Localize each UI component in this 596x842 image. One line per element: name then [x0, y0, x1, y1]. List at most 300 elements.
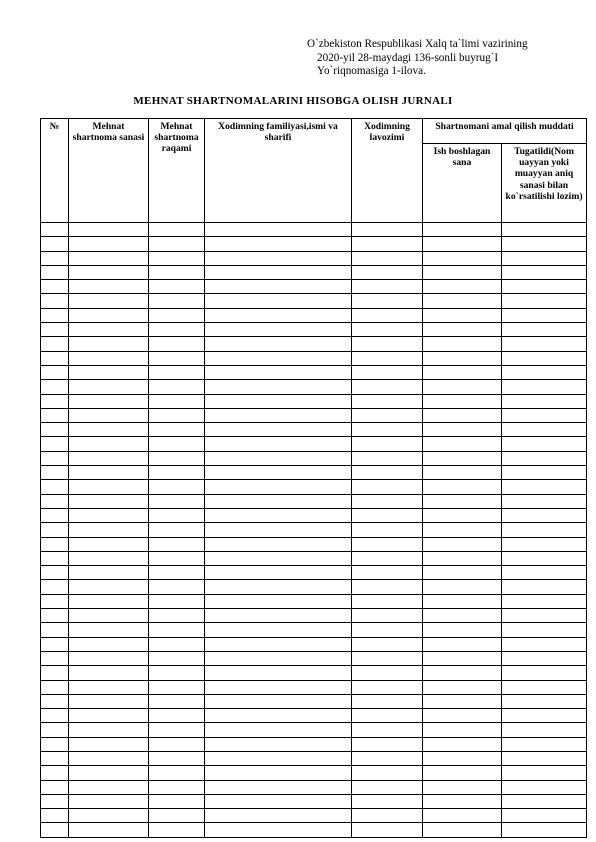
table-cell[interactable] [423, 251, 502, 265]
table-cell[interactable] [149, 751, 205, 765]
table-cell[interactable] [423, 823, 502, 837]
table-cell[interactable] [41, 723, 69, 737]
table-cell[interactable] [423, 451, 502, 465]
table-cell[interactable] [205, 609, 352, 623]
table-cell[interactable] [502, 351, 587, 365]
table-cell[interactable] [205, 823, 352, 837]
table-cell[interactable] [149, 494, 205, 508]
table-cell[interactable] [502, 466, 587, 480]
table-cell[interactable] [41, 551, 69, 565]
table-cell[interactable] [352, 809, 423, 823]
table-cell[interactable] [352, 537, 423, 551]
table-cell[interactable] [69, 394, 149, 408]
table-cell[interactable] [69, 251, 149, 265]
table-cell[interactable] [502, 365, 587, 379]
table-cell[interactable] [502, 794, 587, 808]
table-cell[interactable] [41, 809, 69, 823]
table-cell[interactable] [69, 265, 149, 279]
table-cell[interactable] [41, 494, 69, 508]
table-cell[interactable] [69, 680, 149, 694]
table-cell[interactable] [149, 666, 205, 680]
table-cell[interactable] [352, 237, 423, 251]
table-cell[interactable] [352, 523, 423, 537]
table-cell[interactable] [423, 594, 502, 608]
table-cell[interactable] [205, 766, 352, 780]
table-cell[interactable] [149, 323, 205, 337]
table-cell[interactable] [352, 466, 423, 480]
table-cell[interactable] [69, 623, 149, 637]
table-cell[interactable] [41, 308, 69, 322]
table-cell[interactable] [205, 709, 352, 723]
table-cell[interactable] [149, 723, 205, 737]
table-cell[interactable] [423, 223, 502, 237]
table-cell[interactable] [41, 594, 69, 608]
table-cell[interactable] [352, 451, 423, 465]
table-cell[interactable] [502, 623, 587, 637]
table-cell[interactable] [352, 308, 423, 322]
table-cell[interactable] [41, 623, 69, 637]
table-cell[interactable] [69, 523, 149, 537]
table-cell[interactable] [423, 694, 502, 708]
table-cell[interactable] [205, 323, 352, 337]
table-cell[interactable] [423, 609, 502, 623]
table-cell[interactable] [41, 294, 69, 308]
table-cell[interactable] [423, 766, 502, 780]
table-cell[interactable] [205, 523, 352, 537]
table-cell[interactable] [41, 709, 69, 723]
table-cell[interactable] [149, 523, 205, 537]
table-cell[interactable] [205, 737, 352, 751]
table-cell[interactable] [502, 480, 587, 494]
table-cell[interactable] [502, 580, 587, 594]
table-cell[interactable] [205, 251, 352, 265]
table-cell[interactable] [205, 623, 352, 637]
table-cell[interactable] [352, 694, 423, 708]
table-cell[interactable] [69, 694, 149, 708]
table-cell[interactable] [41, 780, 69, 794]
table-cell[interactable] [423, 480, 502, 494]
table-cell[interactable] [423, 337, 502, 351]
table-cell[interactable] [149, 551, 205, 565]
table-cell[interactable] [69, 308, 149, 322]
table-cell[interactable] [352, 623, 423, 637]
table-cell[interactable] [205, 294, 352, 308]
table-cell[interactable] [502, 651, 587, 665]
table-cell[interactable] [149, 394, 205, 408]
table-cell[interactable] [41, 523, 69, 537]
table-cell[interactable] [69, 723, 149, 737]
table-cell[interactable] [423, 566, 502, 580]
table-cell[interactable] [502, 537, 587, 551]
table-cell[interactable] [41, 351, 69, 365]
table-cell[interactable] [423, 394, 502, 408]
table-cell[interactable] [352, 594, 423, 608]
table-cell[interactable] [205, 508, 352, 522]
table-cell[interactable] [423, 680, 502, 694]
table-cell[interactable] [423, 365, 502, 379]
table-cell[interactable] [423, 351, 502, 365]
table-cell[interactable] [41, 337, 69, 351]
table-cell[interactable] [41, 737, 69, 751]
table-cell[interactable] [149, 423, 205, 437]
table-cell[interactable] [502, 437, 587, 451]
table-cell[interactable] [69, 294, 149, 308]
table-cell[interactable] [352, 751, 423, 765]
table-cell[interactable] [423, 523, 502, 537]
table-cell[interactable] [502, 609, 587, 623]
table-cell[interactable] [502, 566, 587, 580]
table-cell[interactable] [41, 437, 69, 451]
table-cell[interactable] [41, 794, 69, 808]
table-cell[interactable] [352, 265, 423, 279]
table-cell[interactable] [502, 423, 587, 437]
table-cell[interactable] [502, 737, 587, 751]
table-cell[interactable] [352, 637, 423, 651]
table-cell[interactable] [352, 351, 423, 365]
table-cell[interactable] [41, 637, 69, 651]
table-cell[interactable] [352, 423, 423, 437]
table-cell[interactable] [149, 337, 205, 351]
table-cell[interactable] [205, 694, 352, 708]
table-cell[interactable] [69, 666, 149, 680]
table-cell[interactable] [502, 523, 587, 537]
table-cell[interactable] [69, 508, 149, 522]
table-cell[interactable] [205, 408, 352, 422]
table-cell[interactable] [423, 494, 502, 508]
table-cell[interactable] [352, 609, 423, 623]
table-cell[interactable] [423, 380, 502, 394]
table-cell[interactable] [149, 737, 205, 751]
table-cell[interactable] [205, 594, 352, 608]
table-cell[interactable] [352, 294, 423, 308]
table-cell[interactable] [69, 280, 149, 294]
table-cell[interactable] [69, 780, 149, 794]
table-cell[interactable] [149, 308, 205, 322]
table-cell[interactable] [423, 651, 502, 665]
table-cell[interactable] [69, 337, 149, 351]
table-cell[interactable] [41, 651, 69, 665]
table-cell[interactable] [41, 223, 69, 237]
table-cell[interactable] [205, 780, 352, 794]
table-cell[interactable] [352, 408, 423, 422]
table-cell[interactable] [149, 580, 205, 594]
table-cell[interactable] [502, 494, 587, 508]
table-cell[interactable] [69, 551, 149, 565]
table-cell[interactable] [149, 537, 205, 551]
table-cell[interactable] [41, 609, 69, 623]
table-cell[interactable] [502, 766, 587, 780]
table-cell[interactable] [205, 394, 352, 408]
table-cell[interactable] [205, 365, 352, 379]
table-cell[interactable] [502, 780, 587, 794]
table-cell[interactable] [205, 451, 352, 465]
table-cell[interactable] [149, 408, 205, 422]
table-cell[interactable] [69, 408, 149, 422]
table-cell[interactable] [149, 766, 205, 780]
table-cell[interactable] [423, 437, 502, 451]
table-cell[interactable] [502, 380, 587, 394]
table-cell[interactable] [352, 794, 423, 808]
table-cell[interactable] [352, 666, 423, 680]
table-cell[interactable] [149, 365, 205, 379]
table-cell[interactable] [423, 551, 502, 565]
table-cell[interactable] [352, 823, 423, 837]
table-cell[interactable] [41, 751, 69, 765]
table-cell[interactable] [41, 694, 69, 708]
table-cell[interactable] [423, 780, 502, 794]
table-cell[interactable] [205, 551, 352, 565]
table-cell[interactable] [149, 609, 205, 623]
table-cell[interactable] [352, 551, 423, 565]
table-cell[interactable] [149, 223, 205, 237]
table-cell[interactable] [502, 223, 587, 237]
table-cell[interactable] [352, 337, 423, 351]
table-cell[interactable] [69, 380, 149, 394]
table-cell[interactable] [205, 265, 352, 279]
table-cell[interactable] [69, 709, 149, 723]
table-cell[interactable] [69, 537, 149, 551]
table-cell[interactable] [502, 323, 587, 337]
table-cell[interactable] [41, 580, 69, 594]
table-cell[interactable] [69, 737, 149, 751]
table-cell[interactable] [149, 480, 205, 494]
table-cell[interactable] [352, 223, 423, 237]
table-cell[interactable] [69, 480, 149, 494]
table-cell[interactable] [205, 437, 352, 451]
table-cell[interactable] [423, 794, 502, 808]
table-cell[interactable] [41, 680, 69, 694]
table-cell[interactable] [41, 394, 69, 408]
table-cell[interactable] [205, 651, 352, 665]
table-cell[interactable] [352, 323, 423, 337]
table-cell[interactable] [502, 694, 587, 708]
table-cell[interactable] [149, 280, 205, 294]
table-cell[interactable] [205, 351, 352, 365]
table-cell[interactable] [69, 323, 149, 337]
table-cell[interactable] [205, 794, 352, 808]
table-cell[interactable] [423, 709, 502, 723]
table-cell[interactable] [205, 537, 352, 551]
table-cell[interactable] [502, 709, 587, 723]
table-cell[interactable] [352, 780, 423, 794]
table-cell[interactable] [149, 437, 205, 451]
table-cell[interactable] [69, 580, 149, 594]
table-cell[interactable] [69, 594, 149, 608]
table-cell[interactable] [149, 294, 205, 308]
table-cell[interactable] [149, 594, 205, 608]
table-cell[interactable] [69, 423, 149, 437]
table-cell[interactable] [423, 580, 502, 594]
table-cell[interactable] [69, 751, 149, 765]
table-cell[interactable] [352, 508, 423, 522]
table-cell[interactable] [149, 709, 205, 723]
table-cell[interactable] [41, 823, 69, 837]
table-cell[interactable] [205, 337, 352, 351]
table-cell[interactable] [423, 265, 502, 279]
table-cell[interactable] [149, 251, 205, 265]
table-cell[interactable] [69, 351, 149, 365]
table-cell[interactable] [502, 408, 587, 422]
table-cell[interactable] [205, 423, 352, 437]
table-cell[interactable] [502, 551, 587, 565]
table-cell[interactable] [205, 809, 352, 823]
table-cell[interactable] [69, 365, 149, 379]
table-cell[interactable] [41, 365, 69, 379]
table-cell[interactable] [205, 494, 352, 508]
table-cell[interactable] [352, 394, 423, 408]
table-cell[interactable] [352, 437, 423, 451]
table-cell[interactable] [149, 780, 205, 794]
table-cell[interactable] [149, 651, 205, 665]
table-cell[interactable] [502, 637, 587, 651]
table-cell[interactable] [205, 480, 352, 494]
table-cell[interactable] [352, 651, 423, 665]
table-cell[interactable] [423, 809, 502, 823]
table-cell[interactable] [149, 809, 205, 823]
table-cell[interactable] [69, 809, 149, 823]
table-cell[interactable] [41, 508, 69, 522]
table-cell[interactable] [205, 637, 352, 651]
table-cell[interactable] [41, 766, 69, 780]
table-cell[interactable] [205, 280, 352, 294]
table-cell[interactable] [423, 237, 502, 251]
table-cell[interactable] [423, 666, 502, 680]
table-cell[interactable] [41, 451, 69, 465]
table-cell[interactable] [352, 494, 423, 508]
table-cell[interactable] [69, 223, 149, 237]
table-cell[interactable] [41, 537, 69, 551]
table-cell[interactable] [423, 323, 502, 337]
table-cell[interactable] [205, 223, 352, 237]
table-cell[interactable] [502, 394, 587, 408]
table-cell[interactable] [149, 380, 205, 394]
table-cell[interactable] [352, 709, 423, 723]
table-cell[interactable] [502, 666, 587, 680]
table-cell[interactable] [69, 466, 149, 480]
table-cell[interactable] [205, 723, 352, 737]
table-cell[interactable] [149, 680, 205, 694]
table-cell[interactable] [423, 308, 502, 322]
table-cell[interactable] [502, 337, 587, 351]
table-cell[interactable] [423, 423, 502, 437]
table-cell[interactable] [149, 466, 205, 480]
table-cell[interactable] [352, 723, 423, 737]
table-cell[interactable] [502, 265, 587, 279]
table-cell[interactable] [149, 623, 205, 637]
table-cell[interactable] [205, 666, 352, 680]
table-cell[interactable] [41, 251, 69, 265]
table-cell[interactable] [352, 737, 423, 751]
table-cell[interactable] [149, 637, 205, 651]
table-cell[interactable] [149, 508, 205, 522]
table-cell[interactable] [41, 323, 69, 337]
table-cell[interactable] [149, 265, 205, 279]
table-cell[interactable] [423, 280, 502, 294]
table-cell[interactable] [352, 680, 423, 694]
table-cell[interactable] [149, 237, 205, 251]
table-cell[interactable] [69, 566, 149, 580]
table-cell[interactable] [41, 265, 69, 279]
table-cell[interactable] [352, 580, 423, 594]
table-cell[interactable] [502, 594, 587, 608]
table-cell[interactable] [69, 451, 149, 465]
table-cell[interactable] [423, 637, 502, 651]
table-cell[interactable] [423, 466, 502, 480]
table-cell[interactable] [423, 723, 502, 737]
table-cell[interactable] [69, 637, 149, 651]
table-cell[interactable] [502, 823, 587, 837]
table-cell[interactable] [205, 680, 352, 694]
table-cell[interactable] [69, 823, 149, 837]
table-cell[interactable] [41, 280, 69, 294]
table-cell[interactable] [205, 751, 352, 765]
table-cell[interactable] [41, 666, 69, 680]
table-cell[interactable] [352, 766, 423, 780]
table-cell[interactable] [502, 680, 587, 694]
table-cell[interactable] [502, 451, 587, 465]
table-cell[interactable] [423, 737, 502, 751]
table-cell[interactable] [69, 494, 149, 508]
table-cell[interactable] [69, 437, 149, 451]
table-cell[interactable] [205, 308, 352, 322]
table-cell[interactable] [41, 566, 69, 580]
table-cell[interactable] [502, 809, 587, 823]
table-cell[interactable] [423, 408, 502, 422]
table-cell[interactable] [41, 237, 69, 251]
table-cell[interactable] [502, 294, 587, 308]
table-cell[interactable] [502, 723, 587, 737]
table-cell[interactable] [502, 508, 587, 522]
table-cell[interactable] [423, 623, 502, 637]
table-cell[interactable] [423, 508, 502, 522]
table-cell[interactable] [423, 537, 502, 551]
table-cell[interactable] [149, 823, 205, 837]
table-cell[interactable] [205, 380, 352, 394]
table-cell[interactable] [41, 480, 69, 494]
table-cell[interactable] [352, 566, 423, 580]
table-cell[interactable] [69, 794, 149, 808]
table-cell[interactable] [69, 609, 149, 623]
table-cell[interactable] [41, 380, 69, 394]
table-cell[interactable] [149, 351, 205, 365]
table-cell[interactable] [502, 237, 587, 251]
table-cell[interactable] [502, 251, 587, 265]
table-cell[interactable] [69, 237, 149, 251]
table-cell[interactable] [41, 423, 69, 437]
table-cell[interactable] [423, 751, 502, 765]
table-cell[interactable] [352, 251, 423, 265]
table-cell[interactable] [502, 280, 587, 294]
table-cell[interactable] [352, 280, 423, 294]
table-cell[interactable] [352, 380, 423, 394]
table-cell[interactable] [149, 794, 205, 808]
table-cell[interactable] [205, 237, 352, 251]
table-cell[interactable] [423, 294, 502, 308]
table-cell[interactable] [69, 651, 149, 665]
table-cell[interactable] [352, 480, 423, 494]
table-cell[interactable] [149, 566, 205, 580]
table-cell[interactable] [205, 580, 352, 594]
table-cell[interactable] [502, 751, 587, 765]
table-cell[interactable] [41, 408, 69, 422]
table-cell[interactable] [205, 466, 352, 480]
table-cell[interactable] [502, 308, 587, 322]
table-cell[interactable] [149, 694, 205, 708]
table-cell[interactable] [205, 566, 352, 580]
table-cell[interactable] [41, 466, 69, 480]
table-cell[interactable] [352, 365, 423, 379]
table-cell[interactable] [149, 451, 205, 465]
